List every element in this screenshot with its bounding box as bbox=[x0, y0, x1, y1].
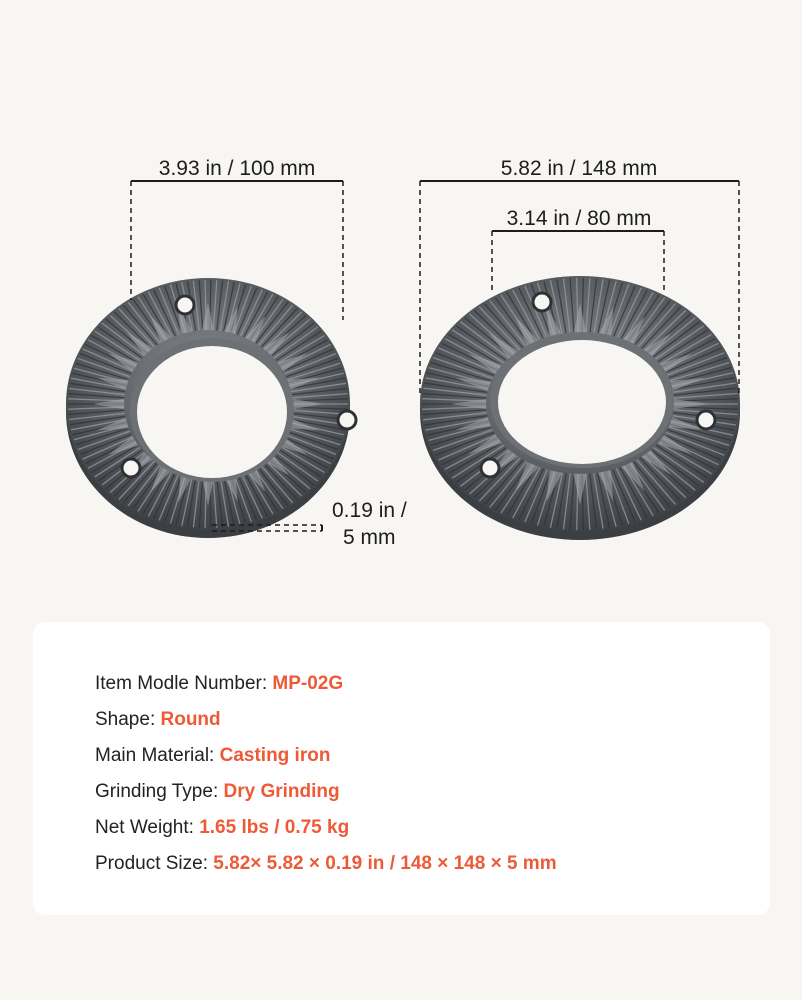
right-burr-screw-hole bbox=[533, 293, 551, 311]
spec-label: Main Material: bbox=[95, 745, 220, 766]
spec-value: MP-02G bbox=[272, 673, 344, 694]
spec-row-grinding-type bbox=[95, 774, 770, 810]
left-burr-screw-hole bbox=[176, 296, 194, 314]
spec-row-material bbox=[95, 738, 770, 774]
right-inner-dimension-label: 3.14 in / 80 mm bbox=[506, 207, 652, 230]
spec-card bbox=[33, 622, 770, 915]
left-burr-screw-hole bbox=[122, 459, 140, 477]
left-burr-hole bbox=[137, 346, 287, 478]
spec-value: Casting iron bbox=[219, 745, 331, 766]
left-burr-image bbox=[66, 278, 356, 538]
spec-row-product-size bbox=[95, 846, 770, 882]
spec-row-shape bbox=[95, 702, 770, 738]
spec-label: Product Size: bbox=[95, 853, 214, 874]
spec-value: Dry Grinding bbox=[223, 781, 340, 802]
right-burr-hole bbox=[498, 340, 666, 464]
right-burr-screw-hole bbox=[481, 459, 499, 477]
spec-label: Item Modle Number: bbox=[95, 673, 273, 694]
right-burr-image bbox=[420, 276, 740, 540]
spec-label: Net Weight: bbox=[95, 817, 200, 838]
right-outer-dimension-label: 5.82 in / 148 mm bbox=[500, 157, 658, 180]
spec-value: 5.82× 5.82 × 0.19 in / 148 × 148 × 5 mm bbox=[213, 853, 557, 874]
left-outer-dimension-label: 3.93 in / 100 mm bbox=[158, 157, 316, 180]
spec-value: 1.65 lbs / 0.75 kg bbox=[199, 817, 350, 838]
spec-label: Grinding Type: bbox=[95, 781, 224, 802]
thickness-label-line2: 5 mm bbox=[343, 526, 396, 549]
right-burr-screw-hole bbox=[697, 411, 715, 429]
thickness-label-line1: 0.19 in / bbox=[332, 499, 407, 522]
spec-label: Shape: bbox=[95, 709, 161, 730]
spec-row-model bbox=[95, 666, 770, 702]
spec-value: Round bbox=[160, 709, 221, 730]
spec-row-net-weight bbox=[95, 810, 770, 846]
left-burr-screw-hole bbox=[338, 411, 356, 429]
